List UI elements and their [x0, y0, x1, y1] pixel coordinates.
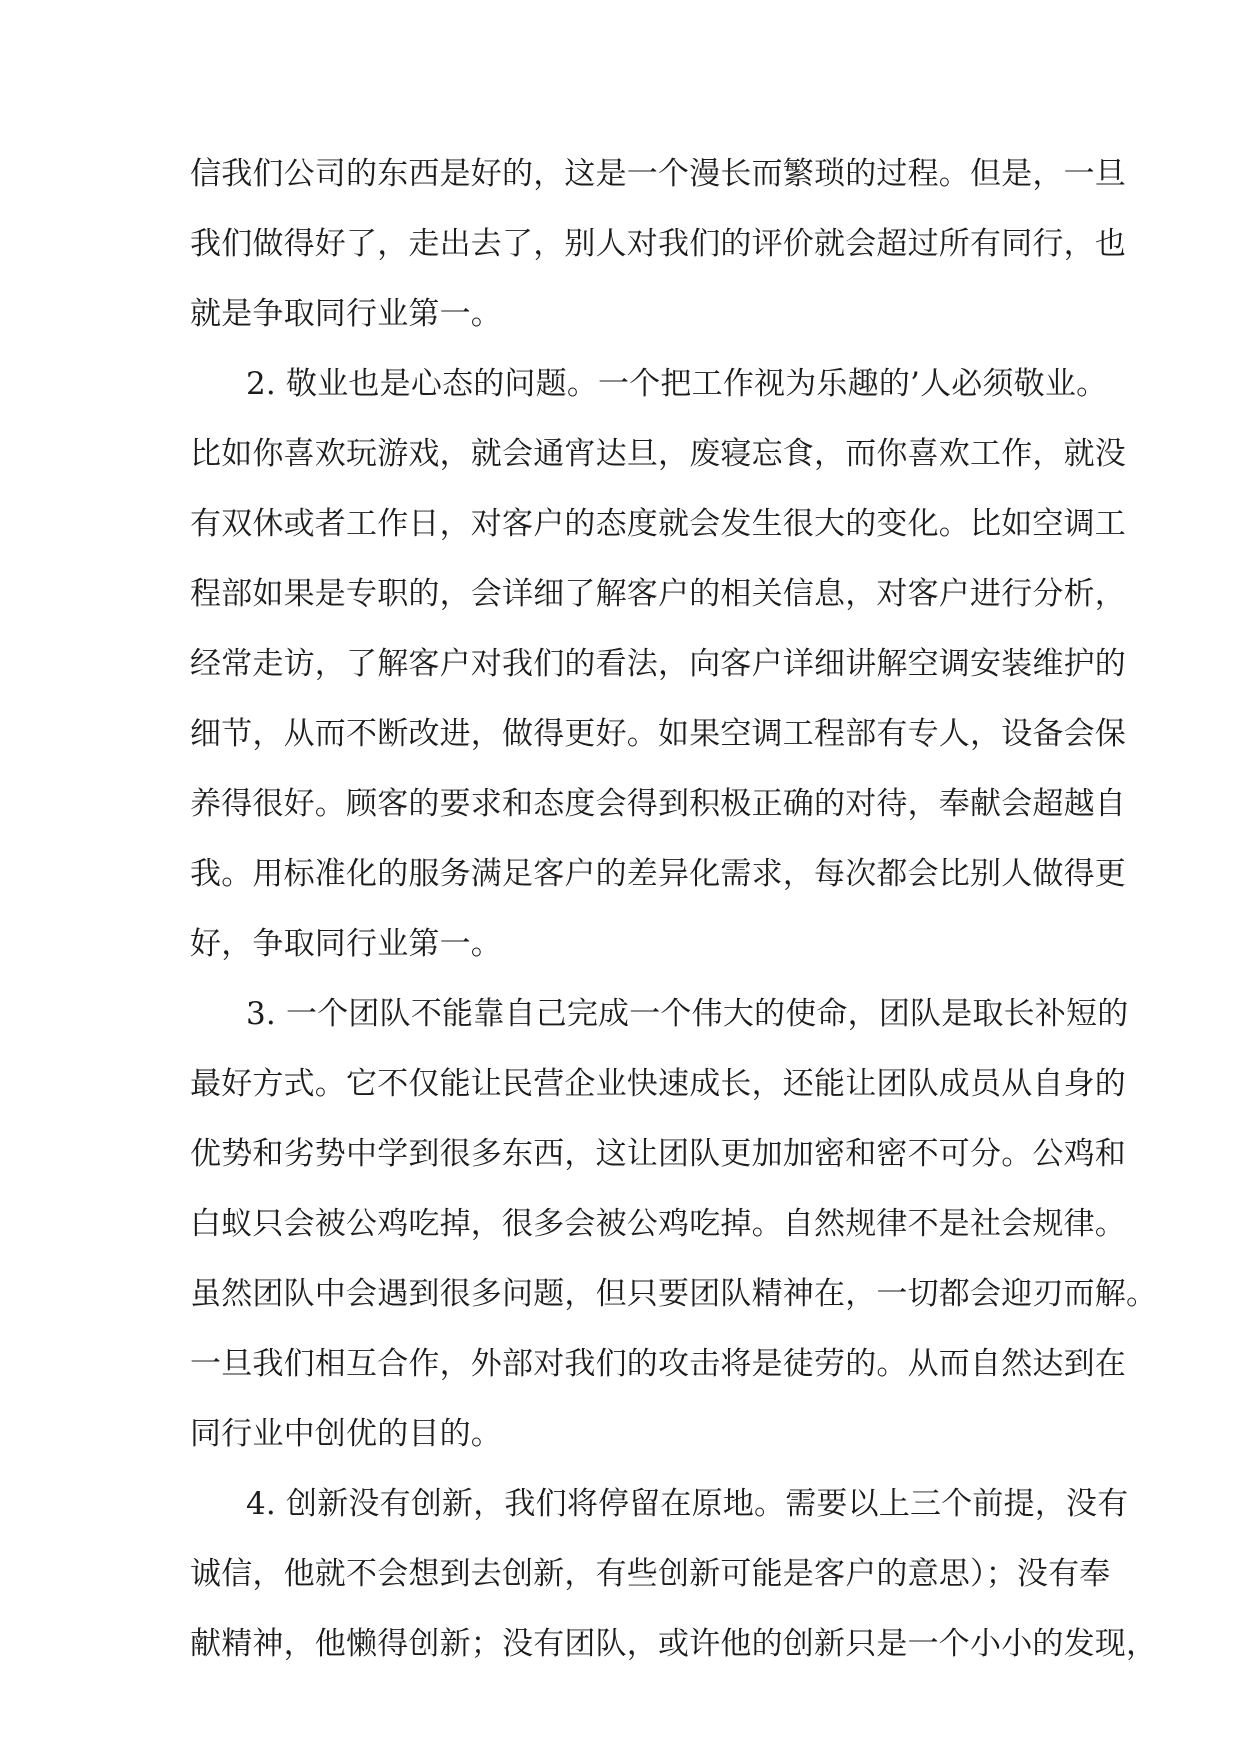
text-line: 经常走访，了解客户对我们的看法，向客户详细讲解空调安装维护的	[190, 646, 1126, 682]
text-line: 一旦我们相互合作，外部对我们的攻击将是徒劳的。从而自然达到在	[190, 1346, 1126, 1382]
text-line: 我们做得好了，走出去了，别人对我们的评价就会超过所有同行，也	[190, 226, 1126, 262]
text-line: 诚信，他就不会想到去创新，有些创新可能是客户的意思）；没有奉	[190, 1556, 1111, 1592]
text-line: 有双休或者工作日，对客户的态度就会发生很大的变化。比如空调工	[190, 506, 1126, 542]
text-line: 程部如果是专职的，会详细了解客户的相关信息，对客户进行分析，	[190, 576, 1126, 612]
text-line: 献精神，他懒得创新；没有团队，或许他的创新只是一个小小的发现，	[190, 1626, 1158, 1662]
paragraph-2-start: 2. 敬业也是心态的问题。一个把工作视为乐趣的’人必须敬业。	[246, 366, 1108, 402]
text-line: 细节，从而不断改进，做得更好。如果空调工程部有专人，设备会保	[190, 716, 1126, 752]
text-line: 最好方式。它不仅能让民营企业快速成长，还能让团队成员从自身的	[190, 1066, 1126, 1102]
text-line: 优势和劣势中学到很多东西，这让团队更加加密和密不可分。公鸡和	[190, 1136, 1126, 1172]
text-line: 养得很好。顾客的要求和态度会得到积极正确的对待，奉献会超越自	[190, 786, 1126, 822]
text-line: 同行业中创优的目的。	[190, 1416, 502, 1452]
text-line: 信我们公司的东西是好的，这是一个漫长而繁琐的过程。但是，一旦	[190, 156, 1126, 192]
text-line: 白蚁只会被公鸡吃掉，很多会被公鸡吃掉。自然规律不是社会规律。	[190, 1206, 1126, 1242]
paragraph-4-start: 4. 创新没有创新，我们将停留在原地。需要以上三个前提，没有	[246, 1486, 1129, 1522]
text-line: 比如你喜欢玩游戏，就会通宵达旦，废寝忘食，而你喜欢工作，就没	[190, 436, 1126, 472]
text-line: 好，争取同行业第一。	[190, 926, 502, 962]
text-line: 我。用标准化的服务满足客户的差异化需求，每次都会比别人做得更	[190, 856, 1126, 892]
text-line: 虽然团队中会遇到很多问题，但只要团队精神在，一切都会迎刃而解。	[190, 1276, 1158, 1312]
text-line: 就是争取同行业第一。	[190, 296, 502, 332]
paragraph-3-start: 3. 一个团队不能靠自己完成一个伟大的使命，团队是取长补短的	[246, 996, 1129, 1032]
